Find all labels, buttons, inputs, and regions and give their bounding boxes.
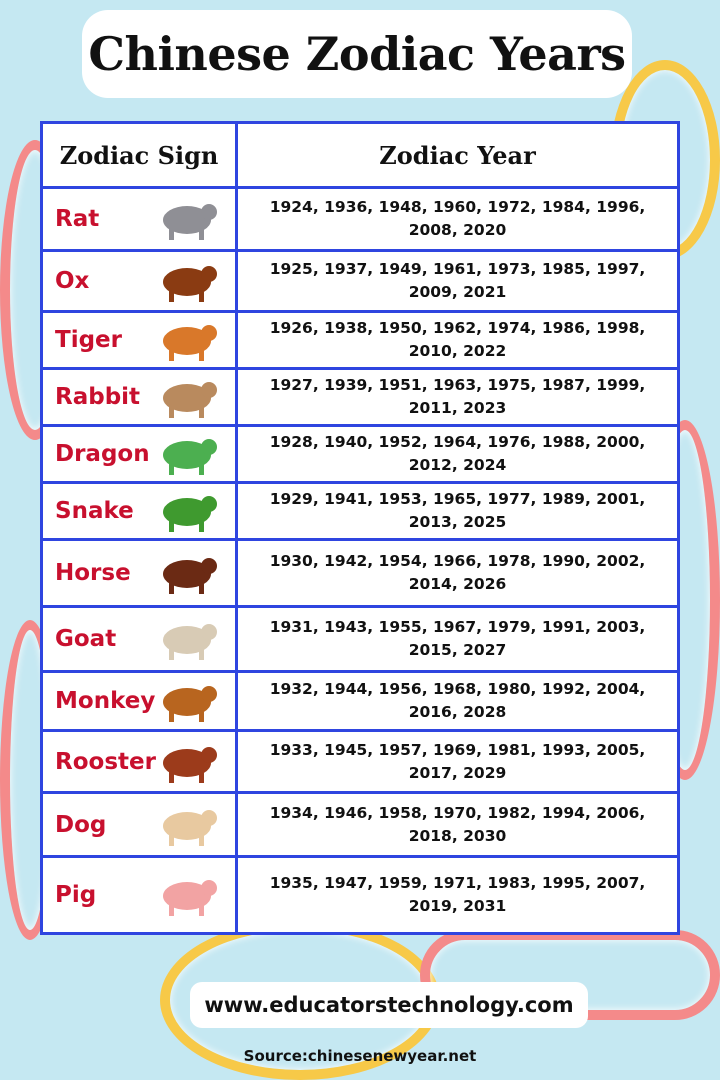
sign-cell bbox=[42, 483, 237, 540]
years-cell: 1931, 1943, 1955, 1967, 1979, 1991, 2003, 2015, 2027 bbox=[237, 607, 679, 672]
table-header bbox=[42, 123, 679, 188]
sign-name: Rabbit bbox=[55, 384, 141, 410]
years-cell: 1935, 1947, 1959, 1971, 1983, 1995, 2007, 2019, 2031 bbox=[237, 857, 679, 934]
years-cell: 1928, 1940, 1952, 1964, 1976, 1988, 2000, 2012, 2024 bbox=[237, 426, 679, 483]
tiger-icon bbox=[151, 315, 221, 365]
website-link[interactable]: www.educatorstechnology.com bbox=[190, 982, 588, 1028]
sign-name: Monkey bbox=[55, 688, 156, 714]
table-row bbox=[42, 793, 679, 857]
sign-name: Dog bbox=[55, 811, 107, 838]
table-row bbox=[42, 731, 679, 793]
sign-name: Dragon bbox=[55, 441, 150, 467]
sign-name: Ox bbox=[55, 268, 90, 294]
sign-cell bbox=[42, 369, 237, 426]
years-cell: 1933, 1945, 1957, 1969, 1981, 1993, 2005, 2017, 2029 bbox=[237, 731, 679, 793]
rat-icon bbox=[151, 194, 221, 244]
years-cell: 1926, 1938, 1950, 1962, 1974, 1986, 1998, 2010, 2022 bbox=[237, 312, 679, 369]
table-row bbox=[42, 312, 679, 369]
sign-cell bbox=[42, 731, 237, 793]
sign-cell bbox=[42, 426, 237, 483]
sign-cell bbox=[42, 540, 237, 607]
table-row bbox=[42, 188, 679, 251]
rooster-icon bbox=[151, 737, 221, 787]
table-row bbox=[42, 251, 679, 312]
dog-icon bbox=[151, 800, 221, 850]
header-zodiac-sign: Zodiac Sign bbox=[42, 123, 237, 188]
table-row bbox=[42, 857, 679, 934]
sign-cell bbox=[42, 188, 237, 251]
years-cell: 1927, 1939, 1951, 1963, 1975, 1987, 1999, 2011, 2023 bbox=[237, 369, 679, 426]
years-cell: 1924, 1936, 1948, 1960, 1972, 1984, 1996, 2008, 2020 bbox=[237, 188, 679, 251]
sign-cell bbox=[42, 857, 237, 934]
years-cell: 1934, 1946, 1958, 1970, 1982, 1994, 2006, 2018, 2030 bbox=[237, 793, 679, 857]
sign-cell bbox=[42, 793, 237, 857]
goat-icon bbox=[151, 614, 221, 664]
dragon-icon bbox=[151, 429, 221, 479]
table-row bbox=[42, 369, 679, 426]
horse-icon bbox=[151, 548, 221, 598]
pig-icon bbox=[151, 870, 221, 920]
sign-cell bbox=[42, 312, 237, 369]
sign-cell bbox=[42, 672, 237, 731]
sign-name: Pig bbox=[55, 882, 97, 908]
table-row bbox=[42, 607, 679, 672]
sign-name: Goat bbox=[55, 626, 117, 652]
table-row bbox=[42, 672, 679, 731]
years-cell: 1930, 1942, 1954, 1966, 1978, 1990, 2002, 2014, 2026 bbox=[237, 540, 679, 607]
sign-name: Rooster bbox=[55, 748, 156, 775]
table-row bbox=[42, 540, 679, 607]
years-cell: 1925, 1937, 1949, 1961, 1973, 1985, 1997, 2009, 2021 bbox=[237, 251, 679, 312]
years-cell: 1932, 1944, 1956, 1968, 1980, 1992, 2004, 2016, 2028 bbox=[237, 672, 679, 731]
table-row bbox=[42, 483, 679, 540]
title-banner bbox=[82, 10, 632, 98]
sign-name: Snake bbox=[55, 498, 134, 524]
monkey-icon bbox=[151, 676, 221, 726]
sign-name: Tiger bbox=[55, 327, 122, 353]
sign-name: Horse bbox=[55, 560, 131, 586]
table-row bbox=[42, 426, 679, 483]
source-credit: Source:chinesenewyear.net bbox=[243, 1047, 477, 1065]
sign-cell bbox=[42, 251, 237, 312]
years-cell: 1929, 1941, 1953, 1965, 1977, 1989, 2001, 2013, 2025 bbox=[237, 483, 679, 540]
zodiac-table bbox=[40, 121, 680, 935]
ox-icon bbox=[151, 256, 221, 306]
sign-cell bbox=[42, 607, 237, 672]
rabbit-icon bbox=[151, 372, 221, 422]
sign-name: Rat bbox=[55, 206, 100, 232]
snake-icon bbox=[151, 486, 221, 536]
page-title: Chinese Zodiac Years bbox=[88, 27, 626, 81]
header-zodiac-year: Zodiac Year bbox=[237, 123, 679, 188]
